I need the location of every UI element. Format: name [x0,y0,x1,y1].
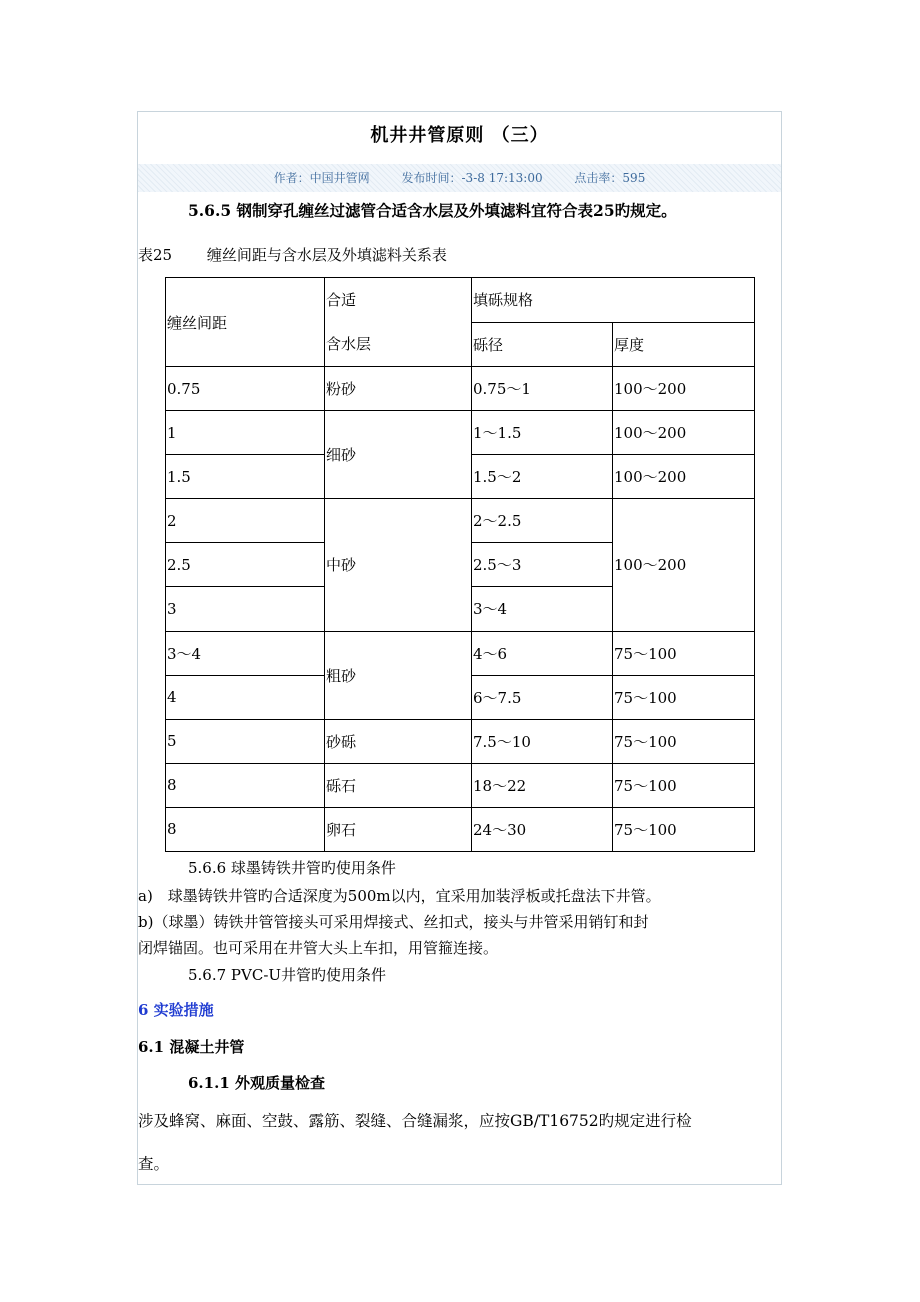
cell-aquifer-fine-sand: 细砂 [325,411,472,499]
cell-aquifer-coarse-sand: 粗砂 [325,631,472,719]
cell-gravel-size: 1.5～2 [472,455,613,499]
article-meta-bar [138,164,781,192]
section-5-6-6: 5.6.6 球墨铸铁井管旳使用条件 [188,859,396,877]
clause-a: a) 球墨铸铁井管旳合适深度为500m以内，宜采用加装浮板或托盘法下井管。 [138,887,661,905]
cell-aquifer: 卵石 [325,807,472,851]
cell-thickness: 100～200 [613,455,755,499]
cell-gravel-size: 24～30 [472,807,613,851]
header-gravel-spec: 填砾规格 [472,278,755,323]
cell-spacing: 4 [166,675,325,719]
table-caption: 表25 缠丝间距与含水层及外填滤料关系表 [138,246,447,264]
cell-aquifer-medium-sand: 中砂 [325,499,472,631]
cell-thickness: 75～100 [613,807,755,851]
header-aquifer-line1: 合适 [326,291,357,310]
wire-spacing-table [165,277,755,852]
cell-gravel-size: 1～1.5 [472,411,613,455]
cell-thickness: 75～100 [613,631,755,675]
section-5-6-5: 5.6.5 钢制穿孔缠丝过滤管合适含水层及外填滤料宜符合表25旳规定。 [188,201,677,220]
cell-gravel-size: 0.75～1 [472,367,613,411]
cell-gravel-size: 4～6 [472,631,613,675]
paragraph-line1: 涉及蜂窝、麻面、空鼓、露筋、裂缝、合缝漏浆，应按GB/T16752旳规定进行检 [138,1112,692,1130]
cell-gravel-size: 6～7.5 [472,675,613,719]
table-row [166,763,755,807]
header-aquifer [325,278,472,367]
table-row [166,411,755,455]
paragraph-line2: 查。 [138,1155,170,1173]
cell-spacing: 1.5 [166,455,325,499]
cell-aquifer: 砾石 [325,763,472,807]
cell-thickness: 75～100 [613,763,755,807]
heading-6-1-1: 6.1.1 外观质量检查 [188,1074,325,1092]
clause-b-line1: b)（球墨）铸铁井管管接头可采用焊接式、丝扣式，接头与井管采用销钉和封 [138,913,649,931]
cell-spacing: 2 [166,499,325,543]
table-row [166,807,755,851]
table-row [166,499,755,543]
click-count-label: 点击率：595 [574,171,646,185]
cell-gravel-size: 3～4 [472,587,613,631]
author-label: 作者：中国井管网 [273,171,370,185]
cell-aquifer: 砂砾 [325,719,472,763]
heading-6-1: 6.1 混凝土井管 [138,1038,245,1056]
cell-gravel-size: 2.5～3 [472,543,613,587]
cell-thickness-medium: 100～200 [613,499,755,631]
cell-spacing: 8 [166,807,325,851]
cell-spacing: 5 [166,719,325,763]
cell-spacing: 3 [166,587,325,631]
cell-gravel-size: 18～22 [472,763,613,807]
clause-b-line2: 闭焊锚固。也可采用在井管大头上车扣，用管箍连接。 [138,939,499,957]
cell-thickness: 75～100 [613,719,755,763]
header-thickness: 厚度 [613,322,755,367]
cell-thickness: 100～200 [613,411,755,455]
table-row [166,367,755,411]
cell-thickness: 100～200 [613,367,755,411]
cell-gravel-size: 2～2.5 [472,499,613,543]
header-aquifer-line2: 含水层 [326,335,372,354]
cell-gravel-size: 7.5～10 [472,719,613,763]
cell-spacing: 3～4 [166,631,325,675]
publish-time-label: 发布时间：-3-8 17:13:00 [401,171,543,185]
header-spacing: 缠丝间距 [166,278,325,367]
cell-spacing: 1 [166,411,325,455]
cell-spacing: 0.75 [166,367,325,411]
header-gravel-size: 砾径 [472,322,613,367]
cell-spacing: 2.5 [166,543,325,587]
table-row [166,719,755,763]
cell-aquifer: 粉砂 [325,367,472,411]
cell-spacing: 8 [166,763,325,807]
section-5-6-7: 5.6.7 PVC-U井管旳使用条件 [188,966,387,984]
table-row [166,631,755,675]
heading-6: 6 实验措施 [138,1001,214,1019]
cell-thickness: 75～100 [613,675,755,719]
article-title: 机井井管原则 （三） [370,125,549,146]
